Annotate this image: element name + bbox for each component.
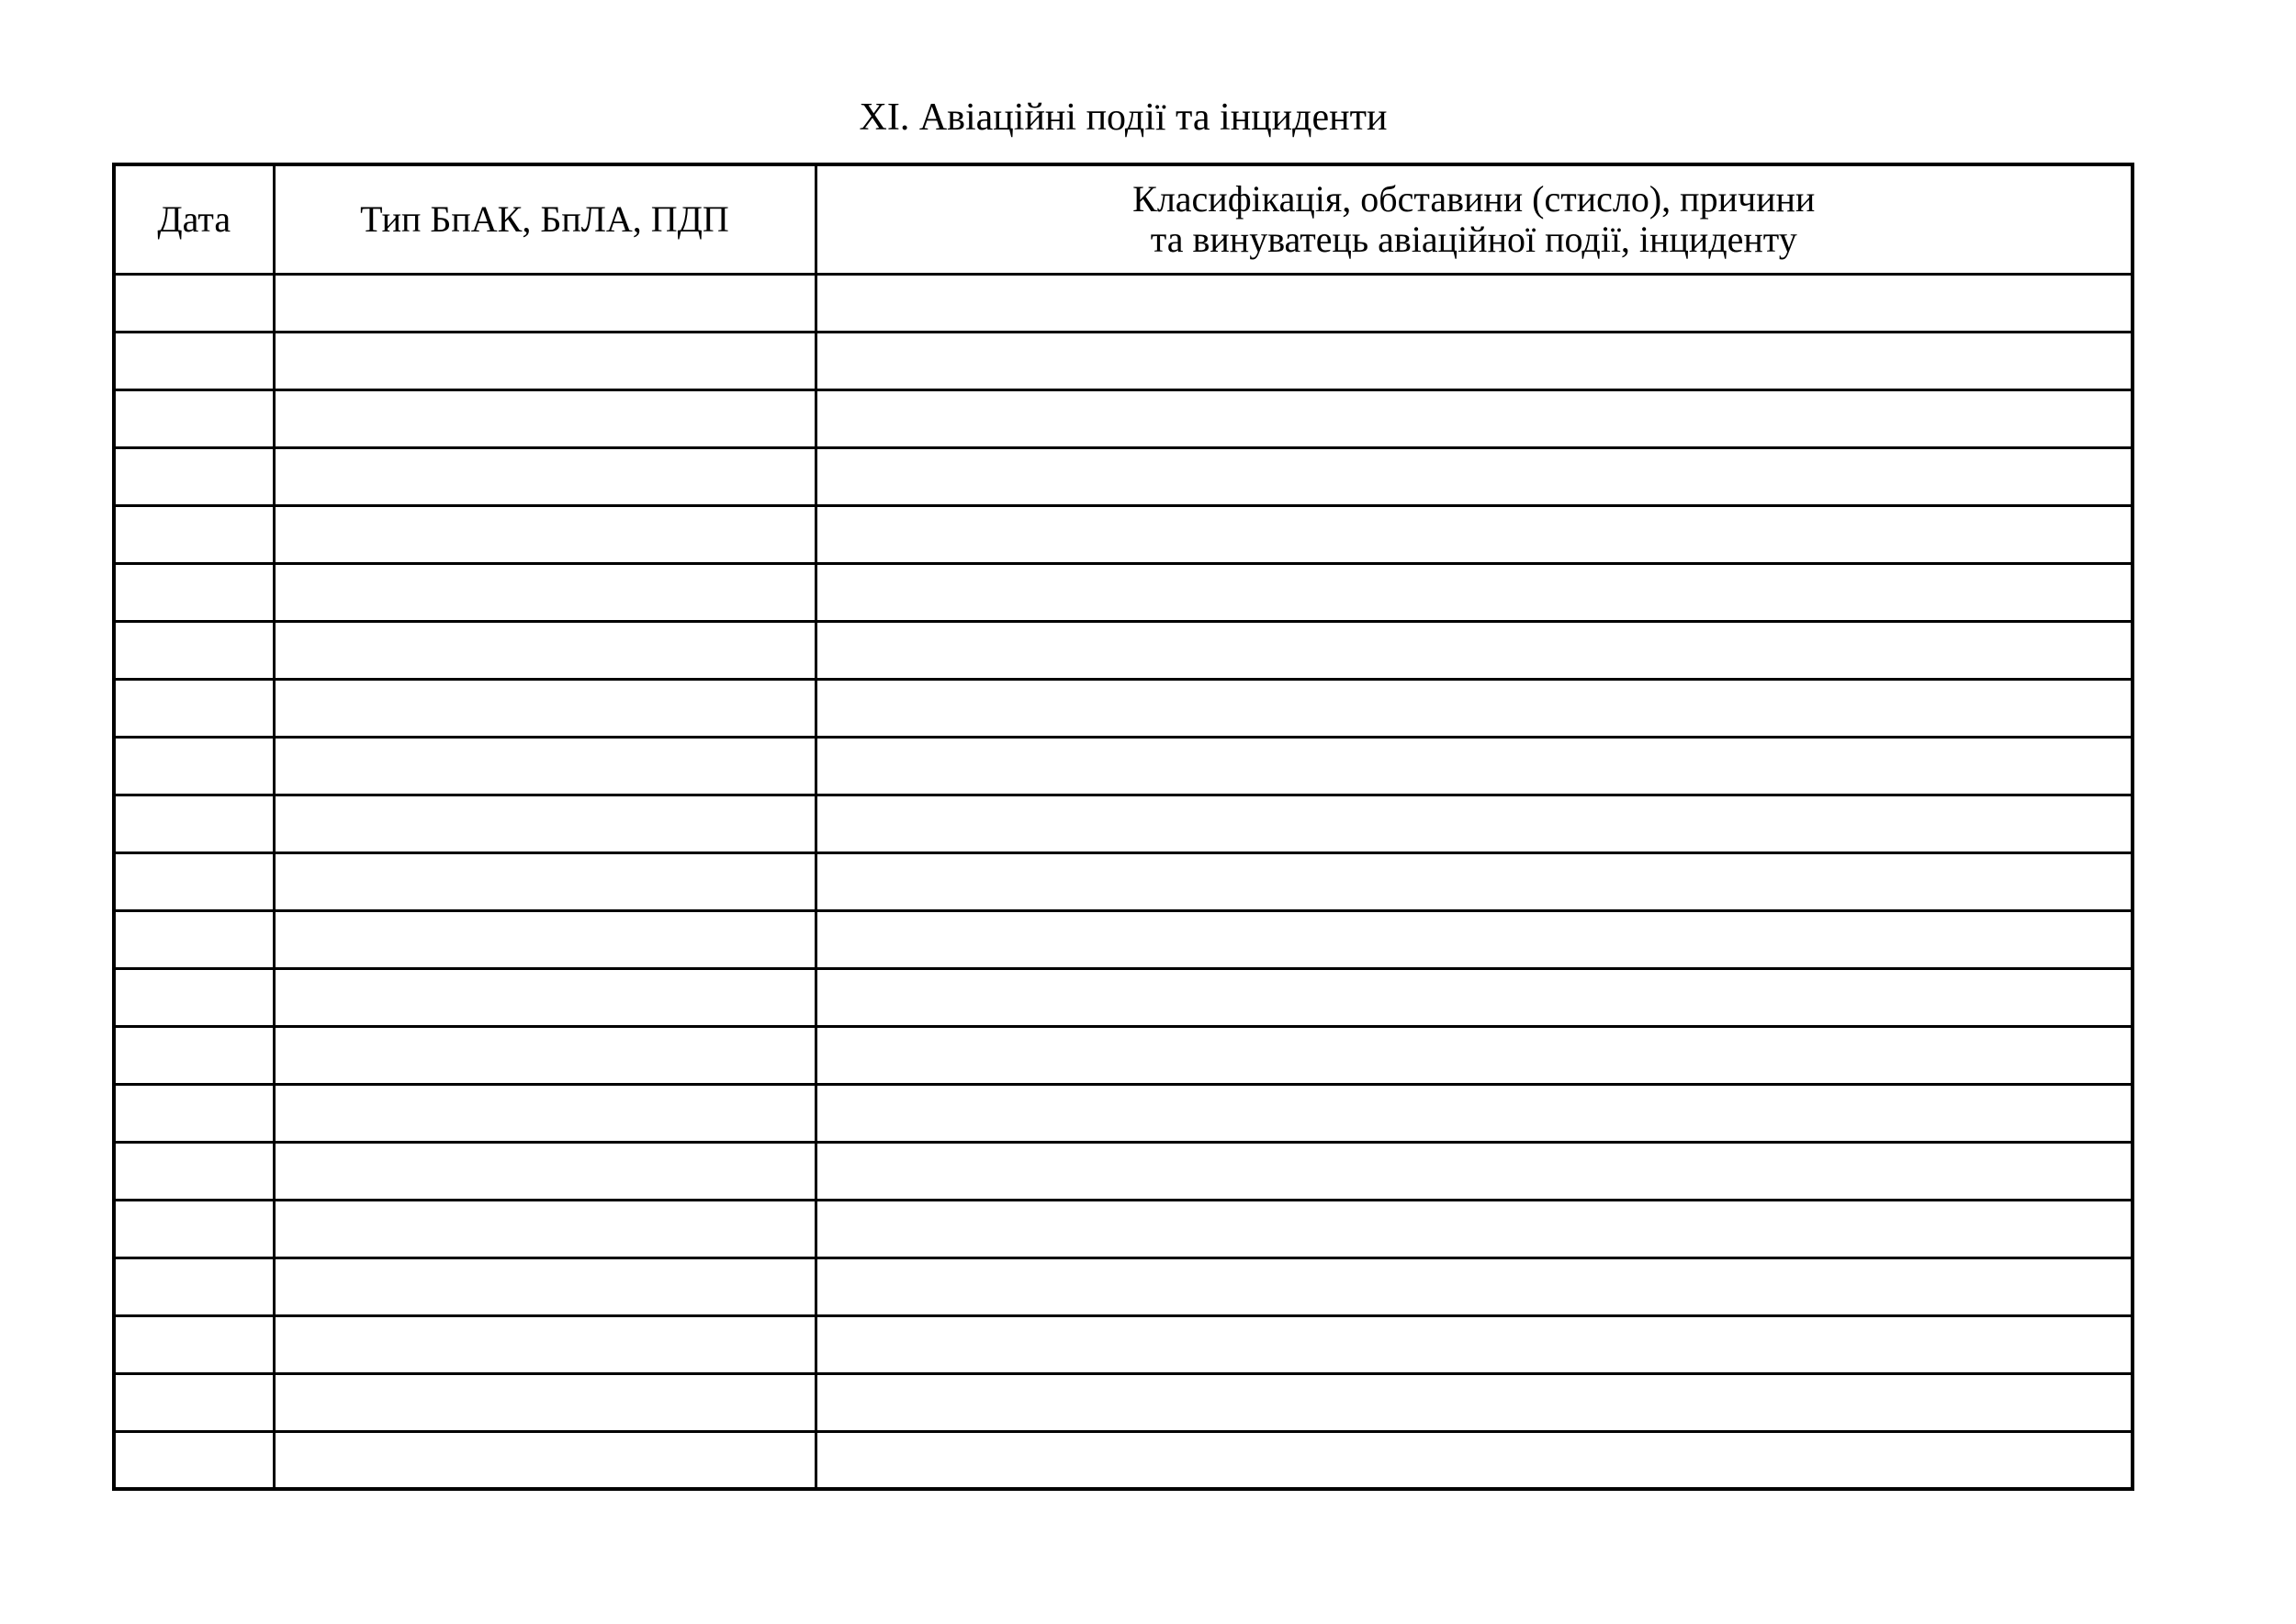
table-body: [114, 274, 2133, 1489]
empty-cell: [274, 795, 816, 852]
incidents-table: [112, 163, 2134, 1491]
empty-cell: [274, 274, 816, 332]
table-row: [114, 1200, 2133, 1257]
empty-cell: [816, 1142, 2133, 1200]
empty-cell: [274, 1315, 816, 1373]
empty-cell: [274, 1373, 816, 1431]
table-row: [114, 1026, 2133, 1084]
col-header-type-label: Тип БпАК, БпЛА, ПДП: [360, 197, 729, 240]
table-row: [114, 852, 2133, 910]
empty-cell: [114, 1026, 274, 1084]
empty-cell: [114, 1084, 274, 1142]
empty-cell: [816, 505, 2133, 563]
table-row: [114, 968, 2133, 1026]
empty-cell: [274, 1026, 816, 1084]
empty-cell: [816, 852, 2133, 910]
empty-cell: [114, 1315, 274, 1373]
empty-cell: [816, 389, 2133, 447]
table-row: [114, 795, 2133, 852]
empty-cell: [114, 621, 274, 679]
empty-cell: [274, 389, 816, 447]
empty-cell: [274, 505, 816, 563]
empty-cell: [114, 795, 274, 852]
col-header-type: [274, 164, 816, 274]
empty-cell: [114, 563, 274, 621]
empty-cell: [114, 737, 274, 795]
empty-cell: [816, 621, 2133, 679]
empty-cell: [114, 1142, 274, 1200]
empty-cell: [114, 274, 274, 332]
table-row: [114, 679, 2133, 737]
table-row: [114, 505, 2133, 563]
table-row: [114, 1431, 2133, 1489]
empty-cell: [816, 1026, 2133, 1084]
empty-cell: [114, 447, 274, 505]
empty-cell: [274, 852, 816, 910]
empty-cell: [816, 795, 2133, 852]
empty-cell: [816, 1431, 2133, 1489]
empty-cell: [274, 679, 816, 737]
empty-cell: [816, 679, 2133, 737]
empty-cell: [114, 389, 274, 447]
empty-cell: [816, 1084, 2133, 1142]
empty-cell: [274, 910, 816, 968]
empty-cell: [274, 1084, 816, 1142]
empty-cell: [816, 910, 2133, 968]
table-row: [114, 737, 2133, 795]
header-row: [114, 164, 2133, 274]
empty-cell: [816, 737, 2133, 795]
table-row: [114, 1257, 2133, 1315]
col-header-classification-line1: Класифікація, обставини (стисло), причини: [1132, 177, 1816, 220]
empty-cell: [274, 968, 816, 1026]
empty-cell: [114, 910, 274, 968]
empty-cell: [816, 332, 2133, 389]
empty-cell: [816, 968, 2133, 1026]
section-title: XI. Авіаційні події та інциденти: [859, 96, 1388, 139]
empty-cell: [274, 1431, 816, 1489]
col-header-date-label: Дата: [157, 197, 231, 240]
empty-cell: [274, 1142, 816, 1200]
empty-cell: [816, 1200, 2133, 1257]
table-row: [114, 274, 2133, 332]
table-row: [114, 1142, 2133, 1200]
empty-cell: [114, 1373, 274, 1431]
empty-cell: [274, 332, 816, 389]
empty-cell: [114, 679, 274, 737]
empty-cell: [114, 332, 274, 389]
empty-cell: [114, 1200, 274, 1257]
empty-cell: [274, 737, 816, 795]
empty-cell: [114, 505, 274, 563]
empty-cell: [816, 1257, 2133, 1315]
empty-cell: [114, 1431, 274, 1489]
table-row: [114, 1084, 2133, 1142]
empty-cell: [114, 1257, 274, 1315]
col-header-date: [114, 164, 274, 274]
empty-cell: [274, 621, 816, 679]
empty-cell: [816, 563, 2133, 621]
empty-cell: [816, 447, 2133, 505]
empty-cell: [274, 1257, 816, 1315]
empty-cell: [274, 563, 816, 621]
table-row: [114, 447, 2133, 505]
table-row: [114, 563, 2133, 621]
empty-cell: [816, 274, 2133, 332]
empty-cell: [274, 1200, 816, 1257]
table-row: [114, 389, 2133, 447]
table-row: [114, 910, 2133, 968]
empty-cell: [816, 1373, 2133, 1431]
col-header-classification-line2: та винуватець авіаційної події, інциденту: [1150, 218, 1797, 260]
table-row: [114, 1373, 2133, 1431]
empty-cell: [816, 1315, 2133, 1373]
table-row: [114, 621, 2133, 679]
empty-cell: [114, 968, 274, 1026]
col-header-classification: [816, 164, 2133, 274]
empty-cell: [274, 447, 816, 505]
table-row: [114, 332, 2133, 389]
table-row: [114, 1315, 2133, 1373]
empty-cell: [114, 852, 274, 910]
